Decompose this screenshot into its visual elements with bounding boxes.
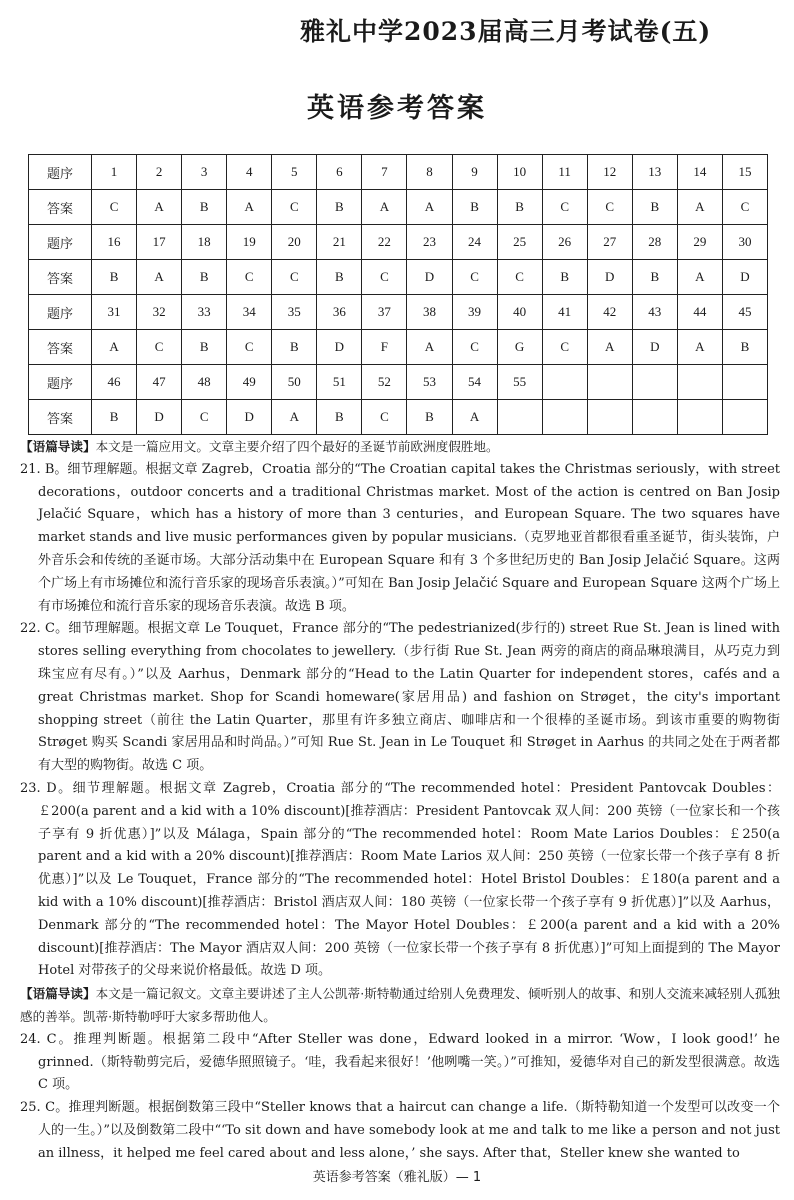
- question-number-cell: 35: [272, 295, 317, 330]
- row-label: 题序: [29, 225, 92, 260]
- answer-cell: B: [497, 190, 542, 225]
- answer-cell: [497, 400, 542, 435]
- answer-cell: C: [497, 260, 542, 295]
- answer-cell: C: [722, 190, 767, 225]
- explanation-item: 24. C。推理判断题。根据第二段中“After Steller was done，Edward looked in a mirror. ‘Wow，I look good!’ he grinned.（斯特勒剪完后，爱德华照照镜子。‘哇，我看起来很好！’他咧嘴一笑。）”可推知，爱德华对自己的新发型很满意。故选 C 项。: [20, 1031, 780, 1093]
- answer-cell: A: [272, 400, 317, 435]
- row-label: 题序: [29, 295, 92, 330]
- answer-title: 英语参考答案: [307, 93, 487, 124]
- question-number-cell: 19: [227, 225, 272, 260]
- question-number-cell: 1: [92, 155, 137, 190]
- question-number-cell: 27: [587, 225, 632, 260]
- question-number-cell: 25: [497, 225, 542, 260]
- answer-cell: A: [407, 330, 452, 365]
- answer-cell: C: [587, 190, 632, 225]
- question-number-row: [29, 225, 768, 260]
- question-number-cell: 47: [137, 365, 182, 400]
- answer-cell: B: [182, 330, 227, 365]
- explanation-item: 22. C。细节理解题。根据文章 Le Touquet，France 部分的“The pedestrianized(步行的) street Rue St. Jean is lined with stores selling everything from chocolates to jewellery.（步行街 Rue St. Jean 两旁的商店的商品琳琅满目，从巧克力到珠宝应有尽有。）”以及 Aarhus，Denmark 部分的“Head to the Latin Quarter for independent stores，cafés and a great Christmas market. Shop for Scandi homeware(家居用品) and fashion on Strøget，the city's important shopping street（前往 the Latin Quarter，那里有许多独立商店、咖啡店和一个很棒的圣诞市场。到该市重要的购物街 Strøget 购买 Scandi 家居用品和时尚品。）”可知 Rue St. Jean in Le Touquet 和 Strøget in Aarhus 的共同之处在于两者都有大型的购物街。故选 C 项。: [20, 621, 780, 774]
- row-label: 题序: [29, 365, 92, 400]
- row-label: 题序: [29, 155, 92, 190]
- question-number-cell: 17: [137, 225, 182, 260]
- row-label: 答案: [29, 260, 92, 295]
- explanation-item: 23. D。细节理解题。根据文章 Zagreb，Croatia 部分的“The recommended hotel：President Pantovcak Doubles：￡200(a parent and a kid with a 10% discount)[推荐酒店：President Pantovcak 双人间：200 英镑（一位家长和一个孩子享有 9 折优惠）]”以及 Málaga，Spain 部分的“The recommended hotel：Room Mate Larios Doubles：￡250(a parent and a kid with a 20% discount)[推荐酒店：Room Mate Larios 双人间：250 英镑（一位家长带一个孩子享有 8 折优惠）]”以及 Le Touquet，France 部分的“The recommended hotel：Hotel Bristol Doubles：￡180(a parent and a kid with a 10% discount)[推荐酒店：Bristol 酒店双人间：180 英镑（一位家长带一个孩子享有 9 折优惠）]”以及 Aarhus，Denmark 部分的“The recommended hotel：The Mayor Hotel Doubles：￡200(a parent and a kid with a 20% discount)[推荐酒店：The Mayor 酒店双人间：200 英镑（一位家长带一个孩子享有 8 折优惠）]”可知上面提到的 The Mayor Hotel 对带孩子的父母来说价格最低。故选 D 项。: [20, 780, 780, 979]
- answer-cell: A: [677, 330, 722, 365]
- question-number-cell: 26: [542, 225, 587, 260]
- answer-cell: D: [722, 260, 767, 295]
- question-number-cell: 41: [542, 295, 587, 330]
- question-number-cell: 31: [92, 295, 137, 330]
- explanation-item: 21. B。细节理解题。根据文章 Zagreb，Croatia 部分的“The Croatian capital takes the Christmas seriously，with street decorations，outdoor concerts and a traditional Christmas market. Most of the action is centred on Ban Josip Jelačić Square，which has a history of more than 3 centuries，and European Square. The two squares have market stands and live music performances given by popular musicians.（克罗地亚首都很看重圣诞节，街头装饰，户外音乐会和传统的圣诞市场。大部分活动集中在 European Square 和有 3 个多世纪历史的 Ban Josip Jelačić Square。这两个广场上有市场摊位和流行音乐家的现场音乐表演。）”可知在 Ban Josip Jelačić Square and European Square 这两个广场上有市场摊位和流行音乐家的现场音乐表演。故选 B 项。: [20, 461, 780, 614]
- row-label: 答案: [29, 330, 92, 365]
- answer-cell: [632, 400, 677, 435]
- answer-cell: [722, 400, 767, 435]
- question-number-row: [29, 295, 768, 330]
- answer-row: [29, 330, 768, 365]
- question-number-cell: 23: [407, 225, 452, 260]
- question-number-cell: 34: [227, 295, 272, 330]
- question-number-cell: 51: [317, 365, 362, 400]
- explanation-item: 25. C。推理判断题。根据倒数第三段中“Steller knows that a haircut can change a life.（斯特勒知道一个发型可以改变一个人的一生。）”以及倒数第二段中“‘To sit down and have somebody look at me and talk to me like a person and not just an illness，it helped me feel cared about and less alone，’ she says. After that，Steller knew she wanted to: [20, 1100, 780, 1161]
- guide-heading: 【语篇导读】: [20, 439, 96, 454]
- question-number-cell: 29: [677, 225, 722, 260]
- answer-row: [29, 260, 768, 295]
- answer-row: [29, 190, 768, 225]
- answer-cell: A: [452, 400, 497, 435]
- guide-text: 本文是一篇应用文。文章主要介绍了四个最好的圣诞节前欧洲度假胜地。: [95, 439, 499, 454]
- question-number-row: [29, 365, 768, 400]
- question-number-cell: 49: [227, 365, 272, 400]
- question-number-cell: 37: [362, 295, 407, 330]
- answer-cell: B: [317, 260, 362, 295]
- answer-cell: B: [722, 330, 767, 365]
- answer-cell: C: [452, 330, 497, 365]
- question-number-cell: 42: [587, 295, 632, 330]
- question-number-cell: [587, 365, 632, 400]
- question-number-cell: [722, 365, 767, 400]
- question-number-cell: [677, 365, 722, 400]
- question-number-cell: 4: [227, 155, 272, 190]
- question-number-cell: 30: [722, 225, 767, 260]
- answer-cell: C: [137, 330, 182, 365]
- question-number-cell: 2: [137, 155, 182, 190]
- answer-cell: [542, 400, 587, 435]
- page-footer: 英语参考答案（雅礼版）— 1: [312, 1170, 482, 1185]
- question-number-cell: 22: [362, 225, 407, 260]
- answer-cell: D: [137, 400, 182, 435]
- answer-cell: B: [317, 400, 362, 435]
- answer-cell: B: [632, 260, 677, 295]
- question-number-cell: 45: [722, 295, 767, 330]
- question-number-cell: 52: [362, 365, 407, 400]
- answer-cell: B: [407, 400, 452, 435]
- question-number-cell: 53: [407, 365, 452, 400]
- question-number-cell: 16: [92, 225, 137, 260]
- answer-cell: B: [452, 190, 497, 225]
- question-number-cell: 40: [497, 295, 542, 330]
- answer-cell: B: [92, 400, 137, 435]
- answer-cell: F: [362, 330, 407, 365]
- question-number-cell: 54: [452, 365, 497, 400]
- answer-cell: C: [272, 260, 317, 295]
- question-number-cell: 33: [182, 295, 227, 330]
- answer-cell: D: [407, 260, 452, 295]
- reading-guide: [20, 436, 780, 459]
- answer-cell: B: [272, 330, 317, 365]
- answer-cell: B: [182, 190, 227, 225]
- answer-cell: A: [407, 190, 452, 225]
- answer-cell: A: [137, 260, 182, 295]
- answer-cell: C: [227, 330, 272, 365]
- answer-cell: D: [632, 330, 677, 365]
- guide-text: 本文是一篇记叙文。文章主要讲述了主人公凯蒂·斯特勒通过给别人免费理发、倾听别人的故事、和别人交流来减轻别人孤独感的善举。凯蒂·斯特勒呼吁大家多帮助他人。: [20, 986, 780, 1024]
- answer-cell: A: [587, 330, 632, 365]
- exam-title: 雅礼中学2023届高三月考试卷(五): [300, 17, 712, 46]
- answer-cell: B: [182, 260, 227, 295]
- question-number-cell: 28: [632, 225, 677, 260]
- reading-guide: [20, 983, 780, 1029]
- question-number-cell: 44: [677, 295, 722, 330]
- question-number-cell: 48: [182, 365, 227, 400]
- question-number-cell: 36: [317, 295, 362, 330]
- answer-cell: B: [92, 260, 137, 295]
- answer-cell: C: [542, 190, 587, 225]
- answer-cell: C: [182, 400, 227, 435]
- question-number-cell: 24: [452, 225, 497, 260]
- answer-cell: C: [362, 260, 407, 295]
- answer-cell: D: [587, 260, 632, 295]
- guide-heading: 【语篇导读】: [20, 986, 96, 1002]
- question-number-cell: 5: [272, 155, 317, 190]
- question-number-cell: 20: [272, 225, 317, 260]
- answer-cell: C: [362, 400, 407, 435]
- answer-cell: D: [227, 400, 272, 435]
- answer-cell: A: [227, 190, 272, 225]
- answer-cell: [587, 400, 632, 435]
- answer-cell: C: [542, 330, 587, 365]
- answer-cell: B: [632, 190, 677, 225]
- question-number-cell: 43: [632, 295, 677, 330]
- answer-cell: A: [677, 190, 722, 225]
- question-number-cell: 46: [92, 365, 137, 400]
- answer-row: [29, 400, 768, 435]
- answer-cell: D: [317, 330, 362, 365]
- question-number-cell: 9: [452, 155, 497, 190]
- answer-cell: A: [92, 330, 137, 365]
- question-number-cell: 18: [182, 225, 227, 260]
- answer-cell: B: [542, 260, 587, 295]
- question-number-cell: 15: [722, 155, 767, 190]
- question-number-cell: 12: [587, 155, 632, 190]
- answer-cell: A: [677, 260, 722, 295]
- answer-cell: B: [317, 190, 362, 225]
- answer-cell: C: [227, 260, 272, 295]
- row-label: 答案: [29, 190, 92, 225]
- question-number-cell: 38: [407, 295, 452, 330]
- question-number-cell: [632, 365, 677, 400]
- answer-cell: G: [497, 330, 542, 365]
- question-number-cell: 21: [317, 225, 362, 260]
- answer-cell: C: [452, 260, 497, 295]
- answer-cell: C: [92, 190, 137, 225]
- question-number-cell: [542, 365, 587, 400]
- question-number-cell: 13: [632, 155, 677, 190]
- question-number-cell: 6: [317, 155, 362, 190]
- question-number-cell: 8: [407, 155, 452, 190]
- answer-cell: C: [272, 190, 317, 225]
- question-number-cell: 11: [542, 155, 587, 190]
- question-number-cell: 39: [452, 295, 497, 330]
- question-number-cell: 14: [677, 155, 722, 190]
- answer-cell: A: [137, 190, 182, 225]
- question-number-cell: 10: [497, 155, 542, 190]
- row-label: 答案: [29, 400, 92, 435]
- question-number-cell: 3: [182, 155, 227, 190]
- question-number-row: [29, 155, 768, 190]
- question-number-cell: 7: [362, 155, 407, 190]
- question-number-cell: 50: [272, 365, 317, 400]
- answer-cell: [677, 400, 722, 435]
- question-number-cell: 32: [137, 295, 182, 330]
- answer-cell: A: [362, 190, 407, 225]
- explanations: [20, 436, 780, 1166]
- question-number-cell: 55: [497, 365, 542, 400]
- answer-table: [28, 154, 768, 435]
